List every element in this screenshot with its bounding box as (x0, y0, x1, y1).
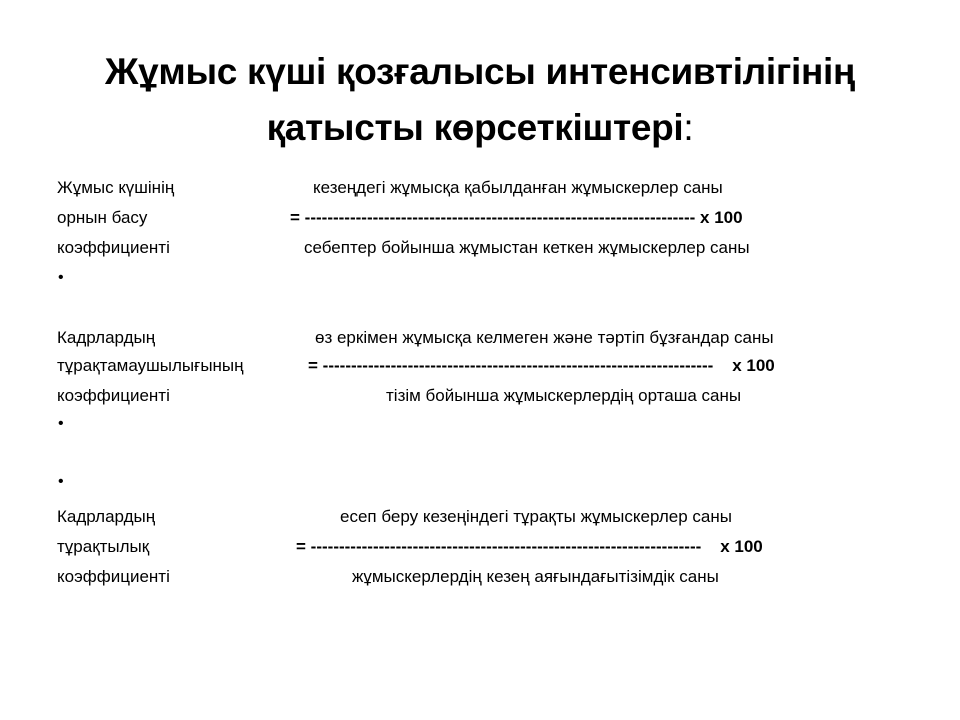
formula-1-fraction-line: --------------------------------------------------------------------- (304, 208, 696, 227)
formula-3-numerator: есеп беру кезеңіндегі тұрақты жұмыскерлер саны (340, 507, 732, 526)
formula-1-denominator: себептер бойынша жұмыстан кеткен жұмыскерлер саны (304, 238, 750, 257)
formula-2-label-line-2: тұрақтамаушылығының (57, 356, 244, 375)
formula-2-numerator: өз еркімен жұмысқа келмеген және тәртіп бұзғандар саны (315, 328, 774, 347)
formula-1-label-line-3: коэффициенті (57, 238, 170, 257)
bullet-3: • (58, 473, 64, 490)
formula-1-multiplier: х 100 (700, 208, 743, 227)
title-line-2-text: қатысты көрсеткіштері (266, 107, 684, 148)
slide-title (40, 44, 920, 156)
formula-3-label-line-3: коэффициенті (57, 567, 170, 586)
formula-2-fraction-line: --------------------------------------------------------------------- (322, 356, 714, 375)
formula-3-denominator: жұмыскерлердің кезең аяғындағытізімдік саны (352, 567, 719, 586)
bullet-2: • (58, 415, 64, 432)
formula-3-fraction (296, 537, 763, 557)
formula-1-label-line-1: Жұмыс күшінің (57, 178, 175, 197)
formula-3-equals: = (296, 537, 306, 556)
bullet-1: • (58, 269, 64, 286)
formula-2-denominator: тізім бойынша жұмыскерлердің орташа саны (386, 386, 742, 405)
formula-2-label-line-1: Кадрлардың (57, 328, 156, 347)
title-line-2 (40, 100, 920, 156)
formula-2-label-line-3: коэффициенті (57, 386, 170, 405)
formula-2-equals: = (308, 356, 318, 375)
formula-3-fraction-line: --------------------------------------------------------------------- (310, 537, 702, 556)
title-colon: : (683, 107, 694, 148)
formula-1-label-line-2: орнын басу (57, 208, 148, 227)
formula-3-label-line-2: тұрақтылық (57, 537, 150, 556)
formula-3-multiplier: х 100 (720, 537, 763, 556)
formula-2-multiplier: х 100 (732, 356, 775, 375)
formula-3-label-line-1: Кадрлардың (57, 507, 156, 526)
formula-1-fraction (290, 208, 743, 228)
formula-2-fraction (308, 356, 775, 376)
formula-1-numerator: кезеңдегі жұмысқа қабылданған жұмыскерлер саны (313, 178, 723, 197)
title-line-1: Жұмыс күші қозғалысы интенсивтілігінің (104, 51, 856, 92)
formula-1-equals: = (290, 208, 300, 227)
